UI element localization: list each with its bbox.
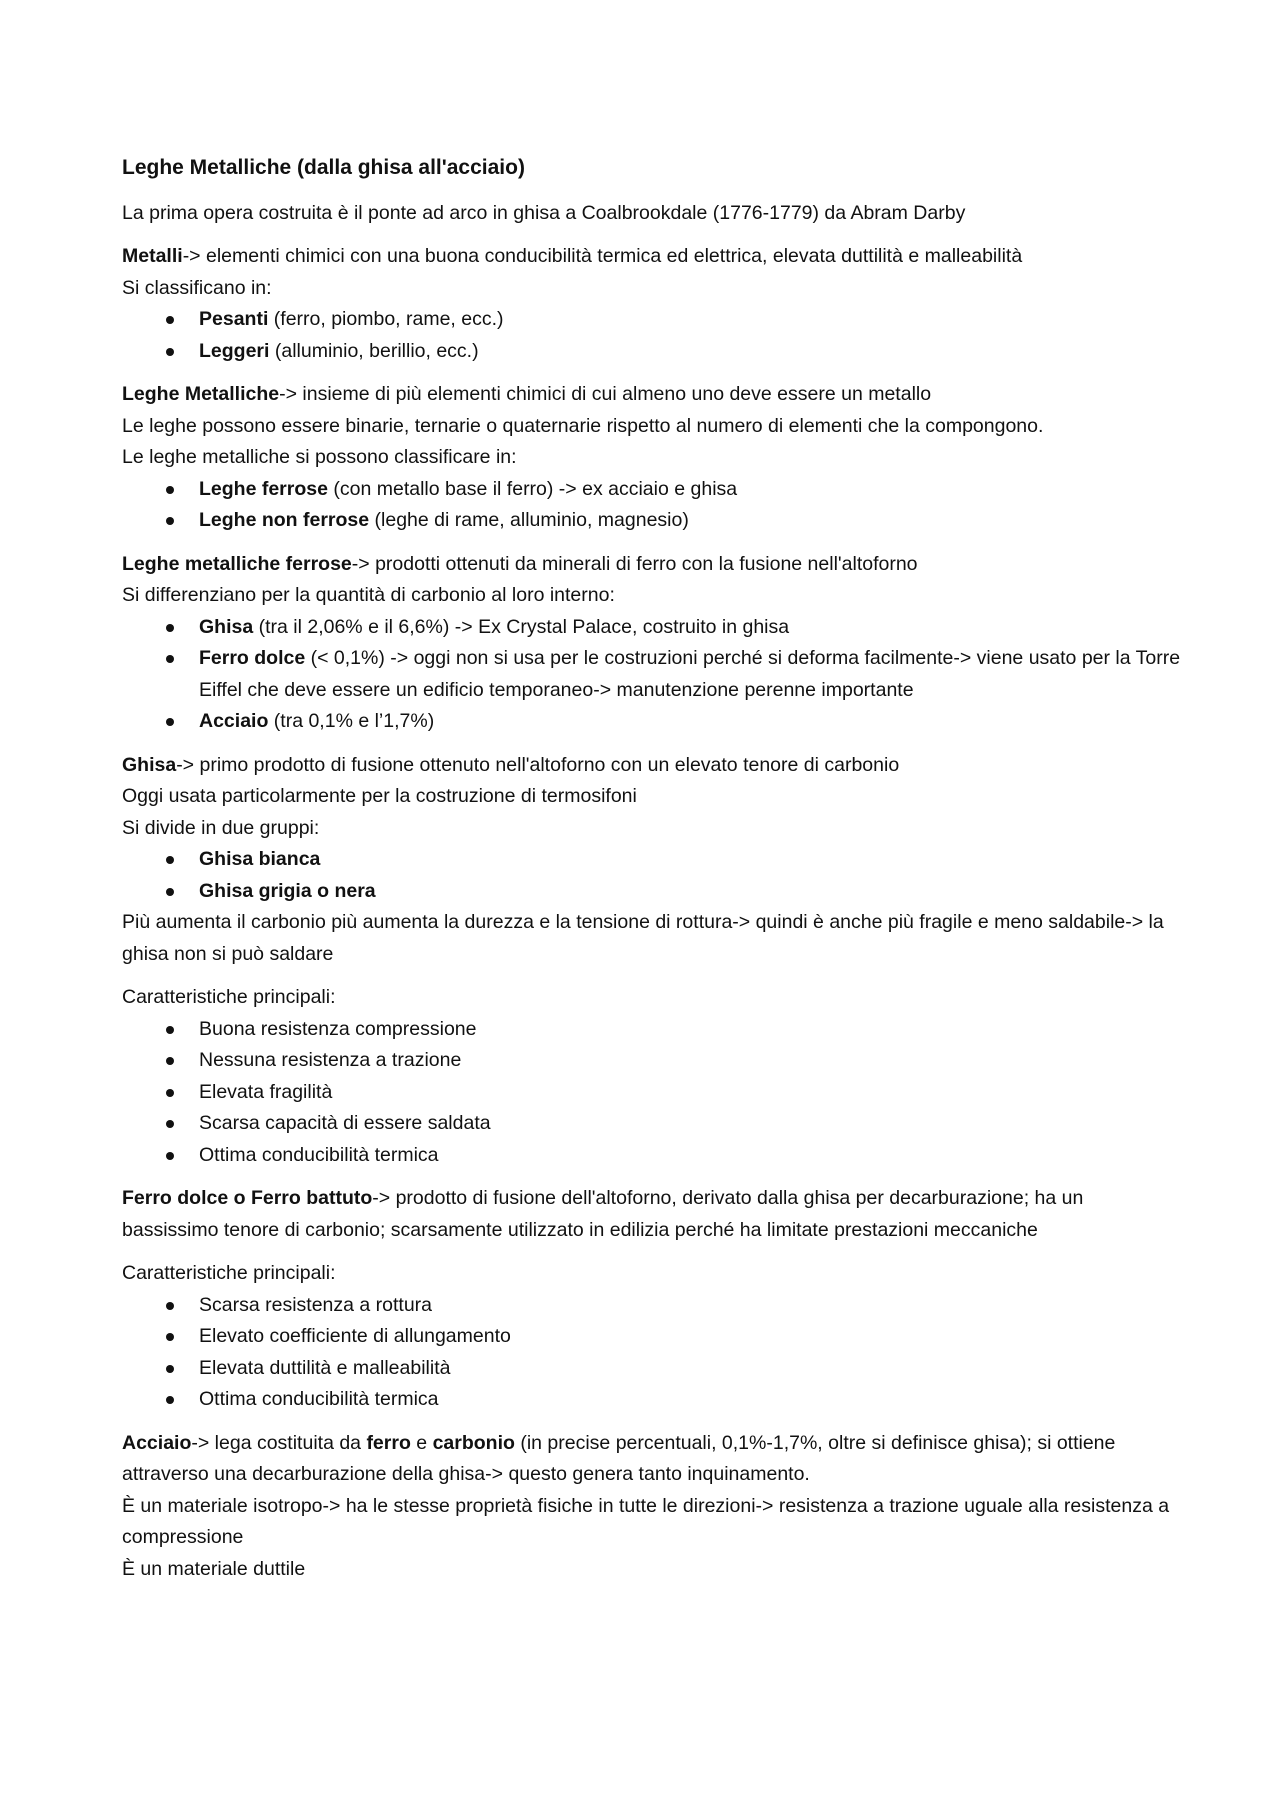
ferrose-line2: Si differenziano per la quantità di carbonio al loro interno:	[122, 584, 615, 606]
leghe-list	[122, 474, 1182, 537]
ghisa-section	[122, 750, 1182, 971]
list-item	[122, 612, 1182, 644]
ghisa-after-text: Più aumenta il carbonio più aumenta la durezza e la tensione di rottura-> quindi è anche più fragile e meno saldabile-> la ghisa non si può saldare	[122, 911, 1164, 965]
leghe-term: Leghe Metalliche	[122, 383, 280, 405]
acciaio-bold-ferro: ferro	[366, 1431, 411, 1454]
list-item: Elevata fragilità	[122, 1077, 1182, 1109]
list-item-bold: Pesanti	[199, 308, 269, 330]
acciaio-line3: È un materiale duttile	[122, 1557, 306, 1580]
ghisa-characteristics	[122, 982, 1182, 1171]
list-item	[122, 643, 1182, 706]
metalli-section	[122, 241, 1182, 367]
acciaio-bold-carbonio: carbonio	[432, 1431, 515, 1454]
list-item: Scarsa capacità di essere saldata	[122, 1108, 1182, 1140]
list-item	[122, 474, 1182, 506]
list-item: Ottima conducibilità termica	[122, 1140, 1182, 1172]
acciaio-text-2: e	[410, 1431, 433, 1454]
metalli-definition	[122, 241, 1182, 273]
acciaio-text-3: (in precise percentuali, 0,1%-1,7%, oltre si definisce ghisa); si ottiene attraverso una decarburazione della ghisa-> questo genera tanto inquinamento.	[122, 1431, 1116, 1485]
list-item	[122, 336, 1182, 368]
list-item: Scarsa resistenza a rottura	[122, 1290, 1182, 1322]
list-item-bold: Ghisa grigia o nera	[199, 879, 376, 902]
ferro-section	[122, 1183, 1182, 1246]
ghisa-char-list	[122, 1014, 1182, 1172]
list-item-bold: Ferro dolce	[199, 647, 306, 669]
ghisa-definition	[122, 750, 1182, 782]
list-item: Nessuna resistenza a trazione	[122, 1045, 1182, 1077]
list-item	[122, 844, 1182, 876]
list-item-bold: Ghisa	[199, 615, 254, 638]
list-item: Elevata duttilità e malleabilità	[122, 1353, 1182, 1385]
metalli-term: Metalli	[122, 245, 183, 267]
ghisa-char-title: Caratteristiche principali:	[122, 986, 336, 1008]
list-item: Buona resistenza compressione	[122, 1014, 1182, 1046]
list-item	[122, 876, 1182, 908]
metalli-def-text: -> elementi chimici con una buona conducibilità termica ed elettrica, elevata duttilità e malleabilità	[182, 245, 1023, 267]
list-item-text: (leghe di rame, alluminio, magnesio)	[369, 509, 689, 531]
ferrose-definition	[122, 549, 1182, 581]
ferrose-list	[122, 612, 1182, 738]
list-item-bold: Acciaio	[199, 710, 269, 732]
ferrose-term: Leghe metalliche ferrose	[122, 552, 352, 575]
metalli-classify-line: Si classificano in:	[122, 276, 272, 299]
document-title: Leghe Metalliche (dalla ghisa all'acciaio)	[122, 156, 525, 179]
ferrose-def-text: -> prodotti ottenuti da minerali di ferro con la fusione nell'altoforno	[351, 552, 918, 575]
leghe-line3: Le leghe metalliche si possono classificare in:	[122, 446, 517, 468]
ferro-char-title: Caratteristiche principali:	[122, 1262, 336, 1284]
ghisa-line3: Si divide in due gruppi:	[122, 816, 320, 839]
leghe-line2: Le leghe possono essere binarie, ternarie o quaternarie rispetto al numero di elementi che la compongono.	[122, 414, 1044, 437]
ferrose-section	[122, 549, 1182, 738]
list-item-text: (con metallo base il ferro) -> ex acciaio e ghisa	[327, 477, 738, 500]
list-item-bold: Leghe ferrose	[199, 477, 328, 500]
acciaio-text-1: -> lega costituita da	[191, 1431, 367, 1454]
list-item	[122, 505, 1182, 537]
ghisa-line2: Oggi usata particolarmente per la costruzione di termosifoni	[122, 785, 637, 807]
list-item-text: (tra 0,1% e l’1,7%)	[268, 710, 435, 732]
ferro-characteristics	[122, 1258, 1182, 1416]
intro-paragraph: La prima opera costruita è il ponte ad arco in ghisa a Coalbrookdale (1776-1779) da Abram Darby	[122, 201, 966, 224]
acciaio-line2: È un materiale isotropo-> ha le stesse proprietà fisiche in tutte le direzioni-> resistenza a trazione uguale alla resistenza a compressione	[122, 1494, 1170, 1548]
leghe-def-text: -> insieme di più elementi chimici di cui almeno uno deve essere un metallo	[279, 383, 932, 405]
leghe-section	[122, 379, 1182, 537]
list-item-bold: Leghe non ferrose	[199, 509, 370, 531]
list-item-text: (ferro, piombo, rame, ecc.)	[268, 308, 504, 330]
ferro-definition	[122, 1183, 1182, 1246]
list-item	[122, 706, 1182, 738]
acciaio-definition	[122, 1428, 1182, 1491]
ghisa-term: Ghisa	[122, 753, 177, 776]
list-item-bold: Ghisa bianca	[199, 848, 321, 870]
ghisa-def-text: -> primo prodotto di fusione ottenuto nell'altoforno con un elevato tenore di carbonio	[176, 753, 900, 776]
metalli-list	[122, 304, 1182, 367]
ferro-char-list	[122, 1290, 1182, 1416]
ghisa-groups-list	[122, 844, 1182, 907]
leghe-definition	[122, 379, 1182, 411]
list-item	[122, 304, 1182, 336]
ferro-term: Ferro dolce o Ferro battuto	[122, 1187, 373, 1209]
list-item-text: (alluminio, berillio, ecc.)	[269, 339, 479, 362]
acciaio-term: Acciaio	[122, 1431, 192, 1454]
list-item-text: (tra il 2,06% e il 6,6%) -> Ex Crystal Palace, costruito in ghisa	[253, 615, 790, 638]
list-item: Ottima conducibilità termica	[122, 1384, 1182, 1416]
acciaio-section	[122, 1428, 1182, 1586]
list-item: Elevato coefficiente di allungamento	[122, 1321, 1182, 1353]
list-item-bold: Leggeri	[199, 339, 270, 362]
document-body	[122, 152, 1182, 1597]
ferro-def-text: -> prodotto di fusione dell'altoforno, derivato dalla ghisa per decarburazione; ha un bassissimo tenore di carbonio; scarsamente utilizzato in edilizia perché ha limitate prestazioni meccaniche	[122, 1187, 1084, 1241]
list-item-text: (< 0,1%) -> oggi non si usa per le costruzioni perché si deforma facilmente-> viene usato per la Torre Eiffel che deve essere un edificio temporaneo-> manutenzione perenne importante	[199, 647, 1181, 701]
